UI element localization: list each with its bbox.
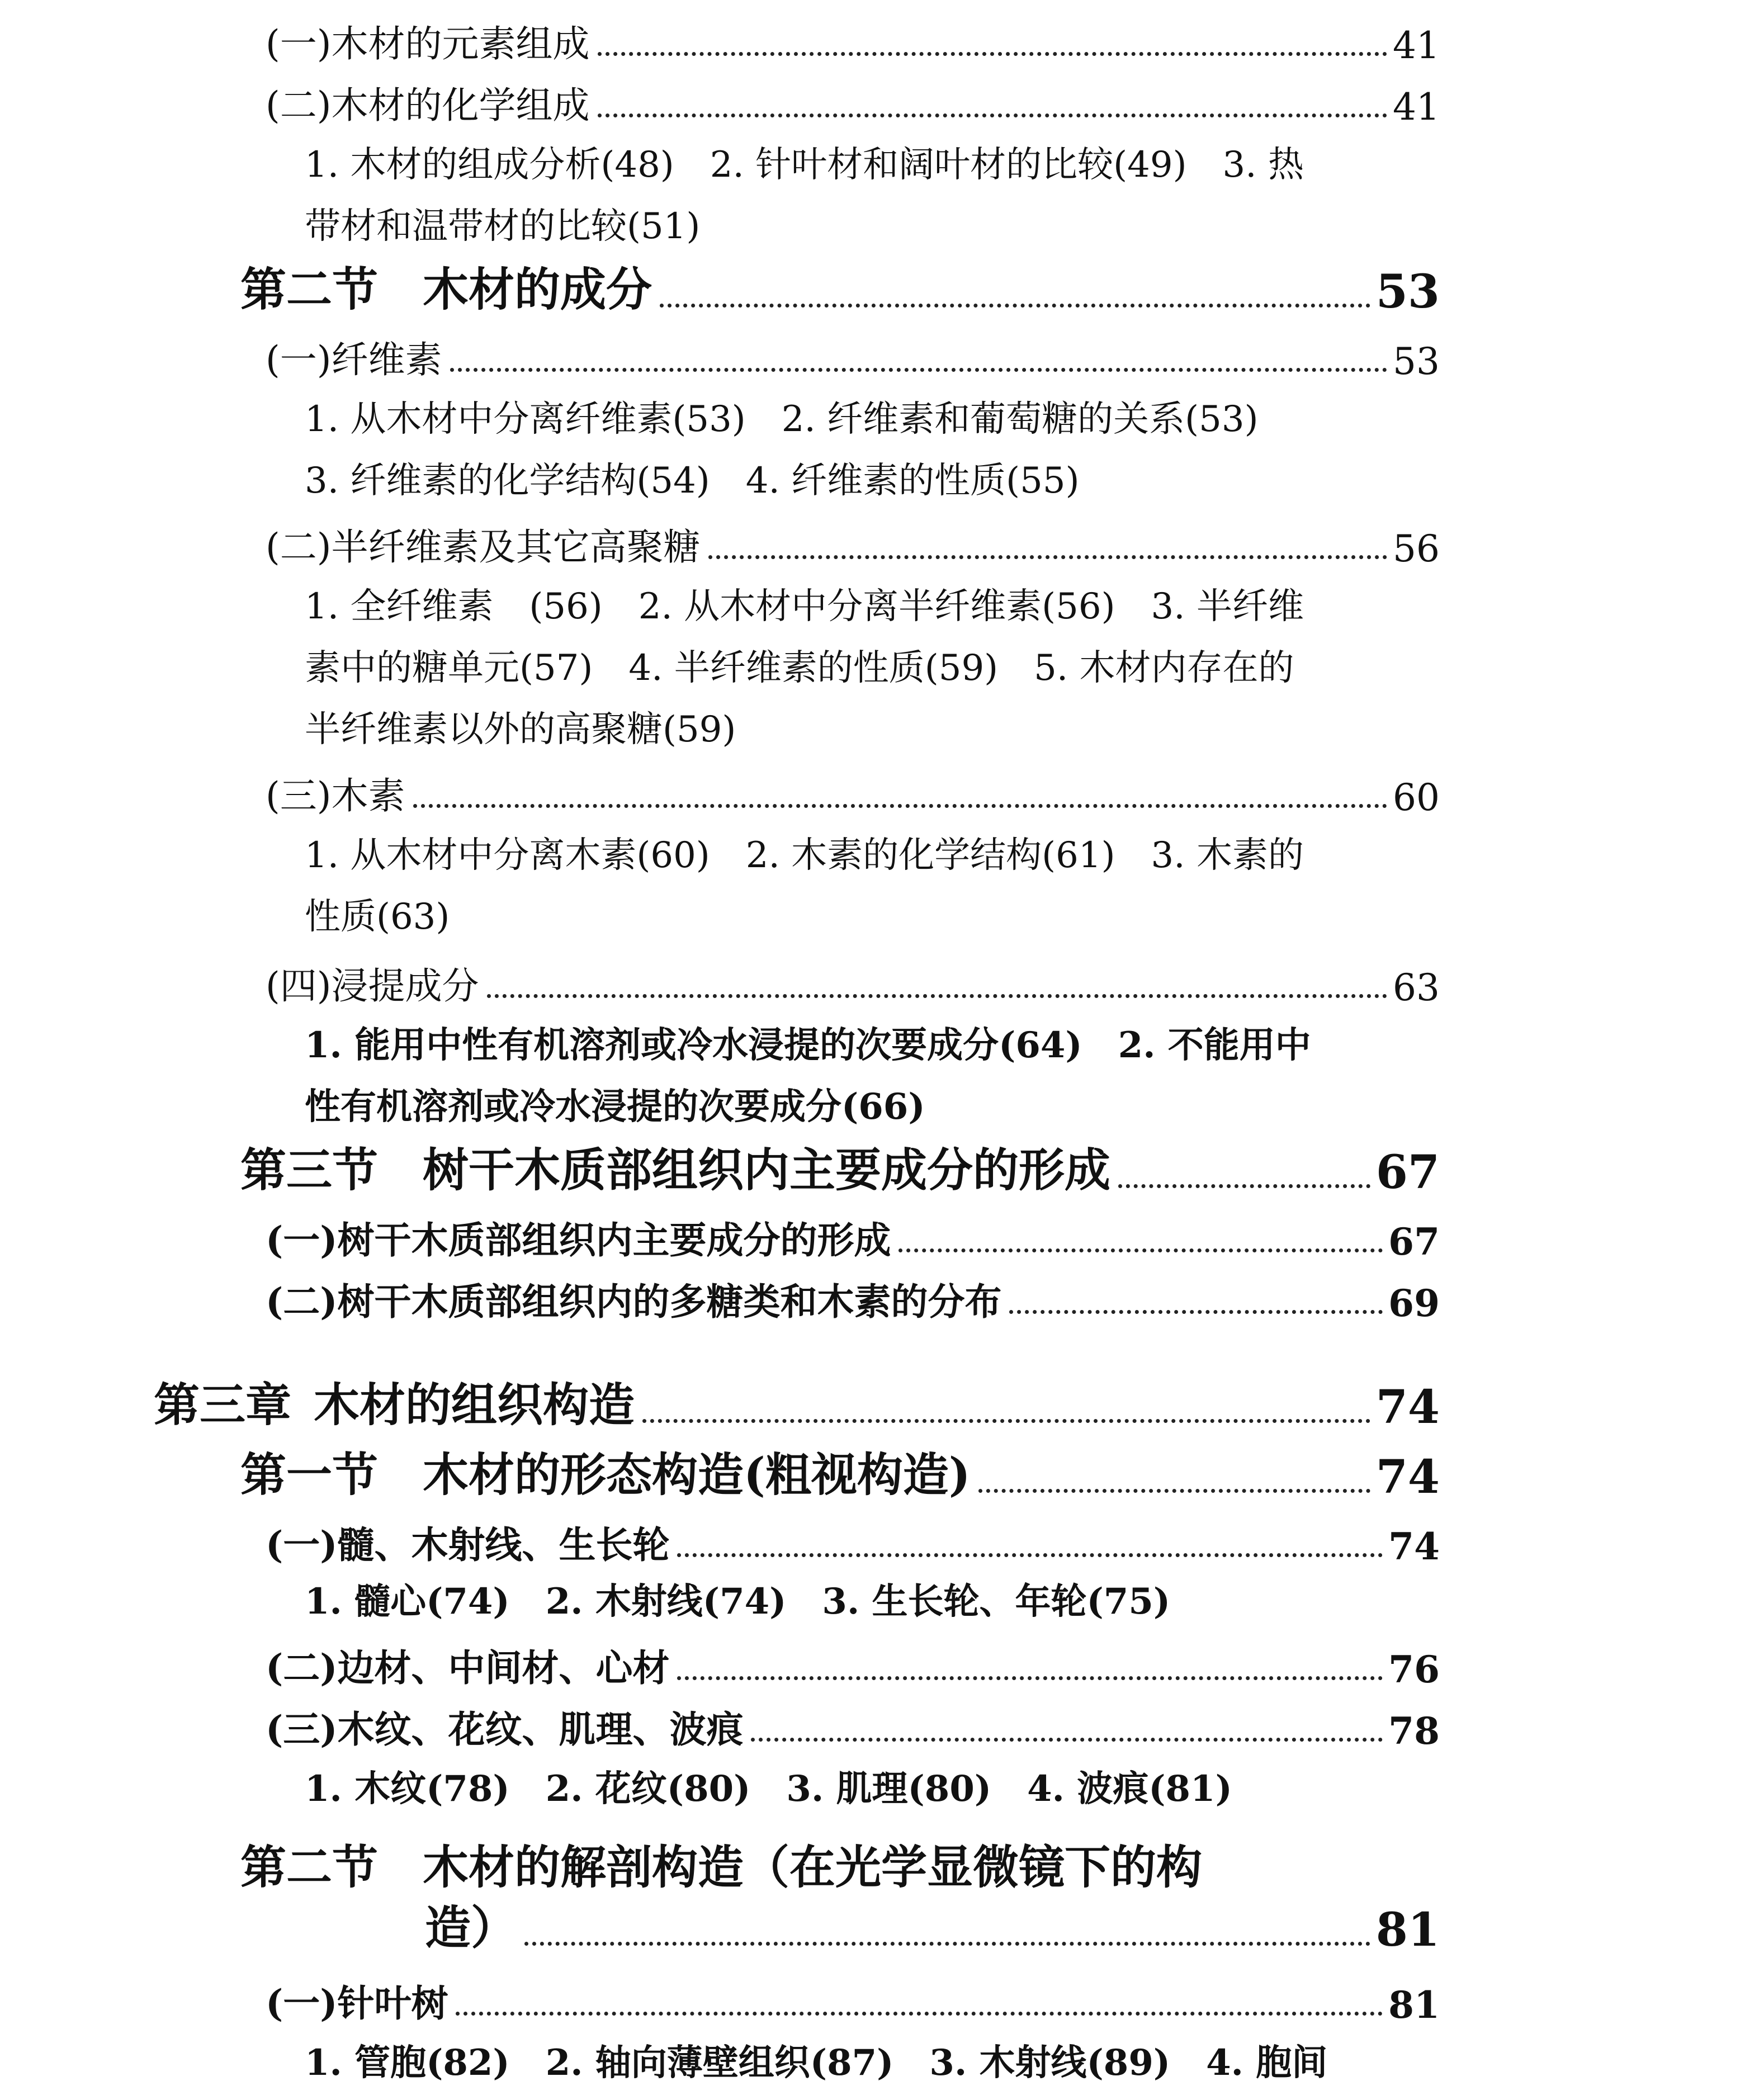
toc-detail-line: 1. 从木材中分离纤维素(53) 2. 纤维素和葡萄糖的关系(53) [305, 399, 1259, 440]
dot-leader [751, 1738, 1383, 1742]
toc-page-number: 53 [1393, 340, 1440, 383]
toc-entry [266, 1635, 1440, 1691]
toc-detail-line: 1. 髓心(74) 2. 木射线(74) 3. 生长轮、年轮(75) [305, 1581, 1171, 1623]
toc-section [240, 263, 1440, 319]
toc-page-number: 41 [1393, 86, 1440, 129]
dot-leader [1118, 1184, 1370, 1188]
toc-entry-title: (一)髓、木射线、生长轮 [266, 1523, 670, 1567]
dot-leader [677, 1553, 1383, 1557]
dot-leader [456, 2012, 1383, 2016]
toc-entry-title: (四)浸提成分 [266, 964, 479, 1008]
toc-entry [266, 1512, 1440, 1568]
toc-section [240, 1448, 1440, 1504]
dot-leader [598, 52, 1388, 56]
chapter-label: 第三章 [154, 1378, 292, 1432]
toc-detail-line: 性有机溶剂或冷水浸提的次要成分(66) [305, 1086, 925, 1128]
toc-page-number: 56 [1393, 527, 1440, 570]
section-label: 第二节 [240, 1841, 379, 1894]
toc-entry-title: (二)边材、中间材、心材 [266, 1646, 670, 1690]
dot-leader [598, 113, 1388, 117]
toc-page-number: 78 [1388, 1709, 1440, 1753]
toc-chapter [154, 1378, 1440, 1434]
toc-entry-title: (一)树干木质部组织内主要成分的形成 [266, 1218, 891, 1262]
toc-page-number: 67 [1375, 1146, 1440, 1199]
dot-leader [450, 368, 1388, 372]
section-title-text: 木材的解剖构造（在光学显微镜下的构 [423, 1841, 1203, 1894]
chapter-title-text: 木材的组织构造 [314, 1378, 635, 1432]
toc-page-number: 69 [1388, 1281, 1440, 1325]
toc-chapter-title [154, 1369, 635, 1434]
section-label: 第三节 [240, 1143, 379, 1197]
dot-leader [660, 304, 1370, 308]
toc-section [240, 1143, 1440, 1199]
toc-page-number: 76 [1388, 1648, 1440, 1691]
toc-entry-title: (二)木材的化学组成 [266, 84, 590, 127]
toc-entry-title: (三)木素 [266, 774, 405, 817]
toc-detail-line: 半纤维素以外的高聚糖(59) [305, 709, 736, 750]
toc-entry [266, 953, 1440, 1009]
toc-entry-title: (二)树干木质部组织内的多糖类和木素的分布 [266, 1280, 1002, 1323]
dot-leader [487, 994, 1388, 998]
toc-entry-title: (一)针叶树 [266, 1981, 448, 2025]
dot-leader [524, 1942, 1370, 1946]
toc-detail-line: 1. 能用中性有机溶剂或冷水浸提的次要成分(64) 2. 不能用中 [305, 1024, 1311, 1066]
toc-entry-title: (二)半纤维素及其它高聚糖 [266, 526, 701, 569]
toc-page-number: 53 [1375, 265, 1440, 319]
section-label: 第二节 [240, 263, 379, 316]
toc-detail-line: 1. 木材的组成分析(48) 2. 针叶材和阔叶材的比较(49) 3. 热 [305, 144, 1304, 186]
toc-entry [266, 1208, 1440, 1264]
dot-leader [898, 1248, 1383, 1252]
dot-leader [708, 555, 1388, 559]
toc-page-number: 81 [1388, 1983, 1440, 2027]
dot-leader [1009, 1310, 1383, 1314]
toc-detail-line: 3. 纤维素的化学结构(54) 4. 纤维素的性质(55) [305, 460, 1080, 502]
toc-page-number: 74 [1388, 1525, 1440, 1568]
toc-entry [266, 763, 1440, 819]
section-title-text: 树干木质部组织内主要成分的形成 [423, 1143, 1111, 1197]
dot-leader [978, 1489, 1370, 1493]
toc-page-number: 74 [1375, 1380, 1440, 1434]
dot-leader [413, 804, 1388, 808]
dot-leader [642, 1419, 1370, 1423]
toc-detail-line: 1. 从木材中分离木素(60) 2. 木素的化学结构(61) 3. 木素的 [305, 835, 1304, 876]
section-title-text: 木材的成分 [423, 263, 652, 316]
toc-entry-title: (一)木材的元素组成 [266, 22, 590, 65]
toc-section-title [240, 1439, 971, 1504]
toc-entry [266, 1971, 1440, 2027]
toc-detail-line: 带材和温带材的比较(51) [305, 206, 701, 247]
toc-page-number: 41 [1393, 24, 1440, 67]
toc-page-number: 81 [1375, 1903, 1440, 1957]
toc-detail-line: 1. 全纤维素 (56) 2. 从木材中分离半纤维素(56) 3. 半纤维 [305, 586, 1304, 627]
toc-detail-line: 素中的糖单元(57) 4. 半纤维素的性质(59) 5. 木材内存在的 [305, 647, 1294, 689]
toc-page-number: 63 [1393, 966, 1440, 1009]
section-title-text: 造） [425, 1901, 517, 1955]
toc-entry-title: (一)纤维素 [266, 338, 442, 381]
toc-detail-line: 性质(63) [305, 896, 450, 938]
toc-entry-title: (三)木纹、花纹、肌理、波痕 [266, 1708, 744, 1751]
toc-entry [266, 327, 1440, 383]
toc-detail-line: 1. 木纹(78) 2. 花纹(80) 3. 肌理(80) 4. 波痕(81) [305, 1768, 1232, 1810]
toc-entry [266, 11, 1440, 67]
toc-section-title [240, 1134, 1110, 1199]
toc-entry [266, 1697, 1440, 1753]
toc-entry [266, 514, 1440, 570]
toc-page-number: 74 [1375, 1450, 1440, 1504]
toc-entry [266, 73, 1440, 129]
section-label: 第一节 [240, 1448, 379, 1502]
toc-section-title [240, 253, 652, 319]
toc-page-number: 60 [1393, 776, 1440, 819]
section-title-text: 木材的形态构造(粗视构造) [423, 1448, 971, 1502]
toc-section [240, 1831, 1203, 1894]
toc-page-number: 67 [1388, 1220, 1440, 1264]
dot-leader [677, 1676, 1383, 1680]
toc-detail-line: 1. 管胞(82) 2. 轴向薄壁组织(87) 3. 木射线(89) 4. 胞间 [305, 2042, 1328, 2084]
toc-section-continuation [425, 1901, 1440, 1957]
toc-entry [266, 1269, 1440, 1325]
